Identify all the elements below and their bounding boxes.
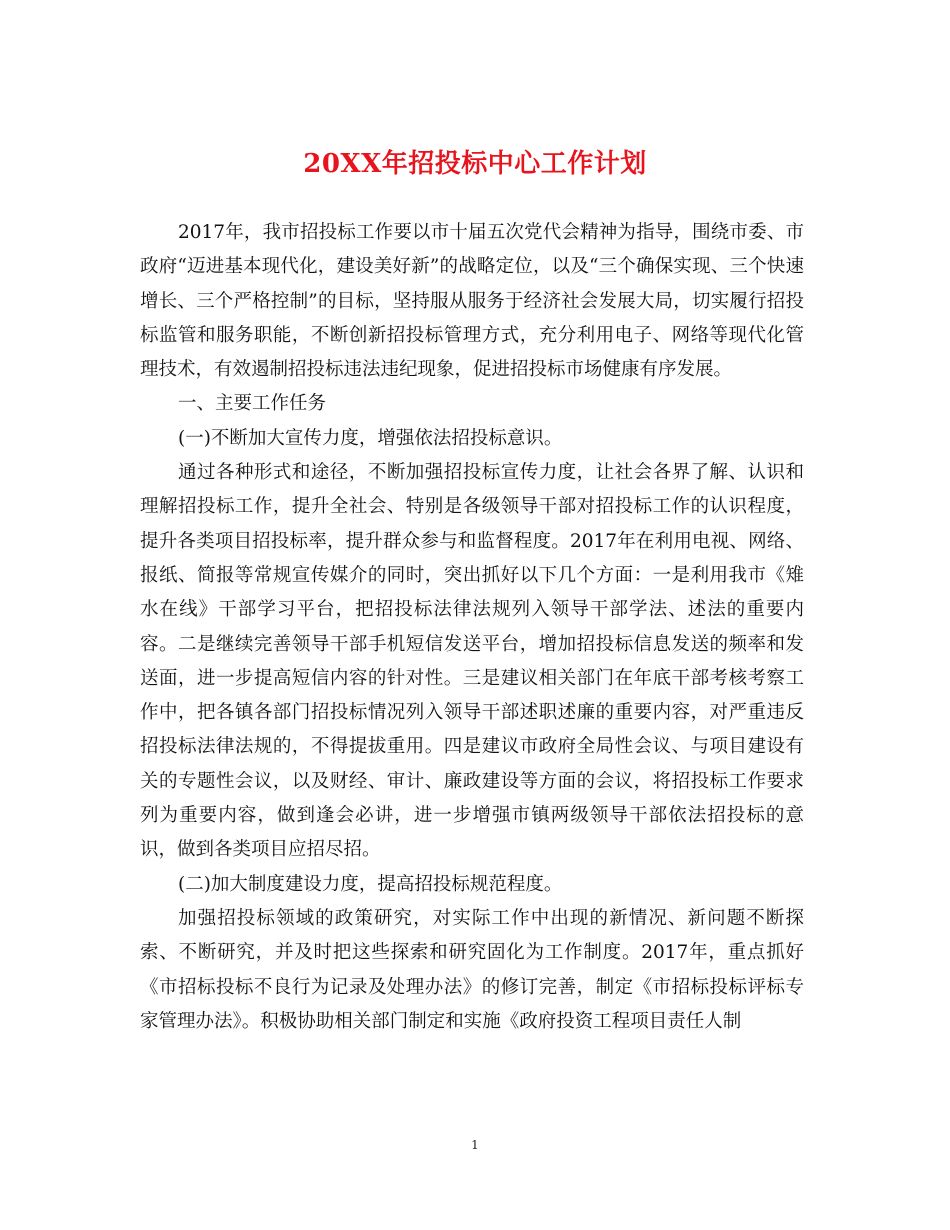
document-title: 20XX年招投标中心工作计划: [303, 149, 647, 179]
page-number: 1: [471, 1138, 479, 1152]
paragraph-publicity: 通过各种形式和途径，不断加强招投标宣传力度，让社会各界了解、认识和理解招投标工作，提升全社会、特别是各级领导干部对招投标工作的认识程度，提升各类项目招投标率，提升群众参与和监督程度。2017年在利用电视、网络、报纸、简报等常规宣传媒介的同时，突出抓好以下几个方面：一是利用我市《雉水在线》干部学习平台，把招投标法律法规列入领导干部学法、述法的重要内容。二是继续完善领导干部手机短信发送平台，增加招投标信息发送的频率和发送面，进一步提高短信内容的针对性。三是建议相关部门在年底干部考核考察工作中，把各镇各部门招投标情况列入领导干部述职述廉的重要内容，对严重违反招投标法律法规的，不得提拔重用。四是建议市政府全局性会议、与项目建设有关的专题性会议，以及财经、审计、廉政建设等方面的会议，将招投标工作要求列为重要内容，做到逢会必讲，进一步增强市镇两级领导干部依法招投标的意识，做到各类项目应招尽招。: [140, 462, 804, 861]
section-heading-main-tasks: 一、主要工作任务: [178, 393, 327, 415]
paragraph-system-building: 加强招投标领域的政策研究，对实际工作中出现的新情况、新问题不断探索、不断研究，并及时把这些探索和研究固化为工作制度。2017年，重点抓好《市招标投标不良行为记录及处理办法》的修订完善，制定《市招标投标评标专家管理办法》。积极协助相关部门制定和实施《政府投资工程项目责任人制: [140, 907, 804, 1032]
subsection-heading-system-building: (二)加大制度建设力度，提高招投标规范程度。: [178, 873, 563, 895]
paragraph-intro: 2017年，我市招投标工作要以市十届五次党代会精神为指导，围绕市委、市政府“迈进基本现代化，建设美好新”的战略定位，以及“三个确保实现、三个快速增长、三个严格控制”的目标，坚持服从服务于经济社会发展大局，切实履行招投标监管和服务职能，不断创新招投标管理方式，充分利用电子、网络等现代化管理技术，有效遏制招投标违法违纪现象，促进招投标市场健康有序发展。: [140, 222, 804, 381]
subsection-heading-publicity: (一)不断加大宣传力度，增强依法招投标意识。: [178, 427, 563, 449]
document-body: [140, 216, 804, 1039]
